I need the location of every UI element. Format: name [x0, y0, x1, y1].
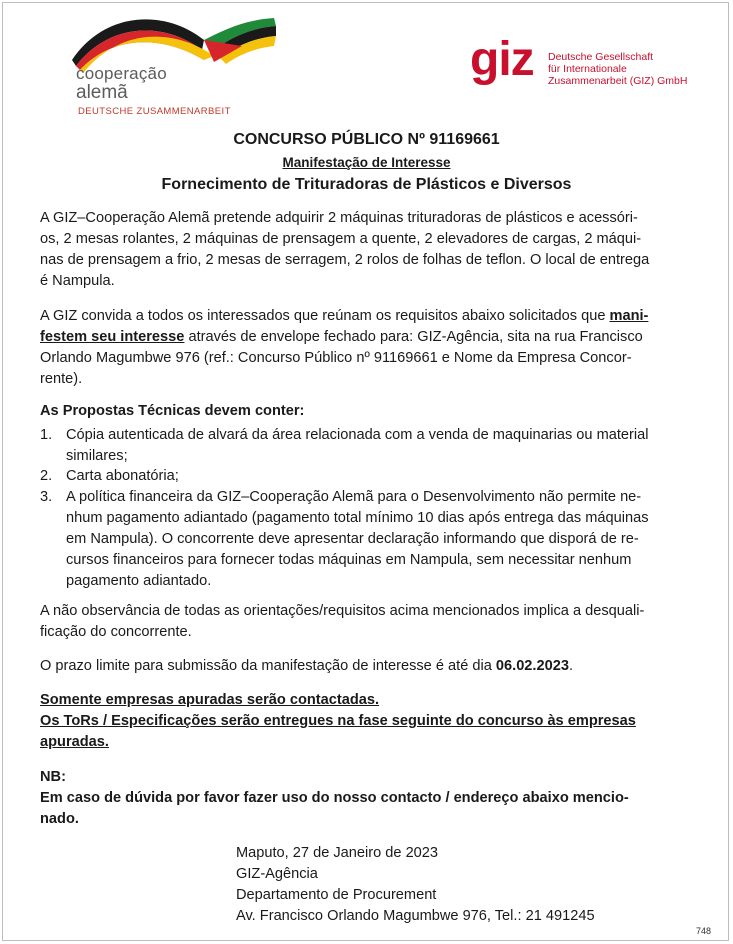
- cooperacao-alema-logo: [62, 6, 282, 124]
- signature-line: Av. Francisco Orlando Magumbwe 976, Tel.: 21 491245: [236, 908, 595, 924]
- deadline-text: O prazo limite para submissão da manifestação de interesse é até dia: [40, 658, 496, 674]
- list-item-line: nhum pagamento adiantado (pagamento total mínimo 10 dias após entrega das máquinas: [66, 510, 649, 526]
- signature-line: Maputo, 27 de Janeiro de 2023: [236, 845, 439, 861]
- page-number: 748: [696, 926, 712, 936]
- coop-logo-line3: DEUTSCHE ZUSAMMENARBEIT: [78, 106, 231, 117]
- deadline-date: 06.02.2023: [495, 658, 569, 674]
- coop-logo-line2: alemã: [76, 82, 128, 103]
- invite-emphasis: festem seu interesse: [40, 329, 185, 345]
- giz-logo-line: Deutsche Gesellschaft: [548, 51, 654, 63]
- deadline-end: .: [568, 658, 574, 674]
- invite-line: Orlando Magumbwe 976 (ref.: Concurso Público nº 91169661 e Nome da Empresa Concor-: [40, 350, 632, 366]
- list-item-line: em Nampula). O concorrente deve apresentar declaração informando que disporá de re-: [66, 531, 639, 547]
- intro-line: os, 2 mesas rolantes, 2 máquinas de prensagem a quente, 2 elevadores de cargas, 2 máqui-: [40, 231, 642, 247]
- disqualification-line: ficação do concorrente.: [40, 624, 192, 640]
- giz-logo-line: Zusammenarbeit (GIZ) GmbH: [548, 75, 688, 87]
- flag-swoosh-icon: [64, 6, 279, 72]
- list-item-number: 3.: [40, 489, 53, 505]
- giz-logo: [470, 33, 710, 100]
- list-item-line: Cópia autenticada de alvará da área relacionada com a venda de maquinarias ou material: [66, 427, 649, 443]
- list-item-line: Carta abonatória;: [66, 468, 179, 484]
- list-item-line: A política financeira da GIZ–Cooperação Alemã para o Desenvolvimento não permite ne-: [66, 489, 642, 505]
- document-heading: Fornecimento de Trituradoras de Plásticos e Diversos: [161, 176, 572, 193]
- intro-line: é Nampula.: [40, 273, 115, 289]
- invite-line: [40, 327, 695, 348]
- coop-logo-line1: cooperação: [76, 64, 167, 83]
- nb-label: NB:: [40, 769, 66, 785]
- invite-emphasis: mani-: [609, 308, 649, 324]
- invite-line: rente).: [40, 371, 83, 387]
- giz-logo-line: für Internationale: [548, 63, 627, 75]
- invite-line: [40, 306, 695, 327]
- signature-line: GIZ-Agência: [236, 866, 318, 882]
- giz-logo-text: [548, 51, 687, 87]
- disqualification-line: A não observância de todas as orientações/requisitos acima mencionados implica a desquali-: [40, 603, 645, 619]
- intro-line: nas de prensagem a frio, 2 mesas de serragem, 2 rolos de folhas de teflon. O local de entrega: [40, 252, 650, 268]
- list-item-number: 1.: [40, 427, 53, 443]
- nb-text-cont: nado.: [40, 811, 79, 827]
- invite-text: A GIZ convida a todos os interessados que reúnam os requisitos abaixo solicitados que: [40, 308, 610, 324]
- intro-line: A GIZ–Cooperação Alemã pretende adquirir 2 máquinas trituradoras de plásticos e acessóri-: [40, 210, 638, 226]
- list-item: [40, 487, 695, 592]
- list-item: [40, 425, 695, 467]
- notice-tors-cont: apuradas.: [40, 734, 109, 750]
- proposals-heading: As Propostas Técnicas devem conter:: [40, 403, 305, 419]
- list-item-line: cursos financeiros para fornecer todas máquinas em Nampula, sem necessitar nenhum: [66, 552, 632, 568]
- deadline-line: [40, 656, 695, 677]
- list-item-line: pagamento adiantado.: [66, 573, 212, 589]
- list-item-line: similares;: [66, 448, 128, 464]
- document-title: CONCURSO PÚBLICO Nº 91169661: [233, 131, 500, 148]
- document-subtitle: Manifestação de Interesse: [282, 155, 451, 170]
- notice-tors: Os ToRs / Especificações serão entregues na fase seguinte do concurso às empresas: [40, 713, 636, 729]
- signature-line: Departamento de Procurement: [236, 887, 437, 903]
- nb-text: Em caso de dúvida por favor fazer uso do nosso contacto / endereço abaixo mencio-: [40, 790, 629, 806]
- notice-contacted: Somente empresas apuradas serão contactadas.: [40, 692, 380, 708]
- list-item-number: 2.: [40, 468, 53, 484]
- giz-logo-mark: giz: [470, 33, 534, 86]
- invite-text: através de envelope fechado para: GIZ-Agência, sita na rua Francisco: [184, 329, 643, 345]
- list-item: [40, 466, 695, 487]
